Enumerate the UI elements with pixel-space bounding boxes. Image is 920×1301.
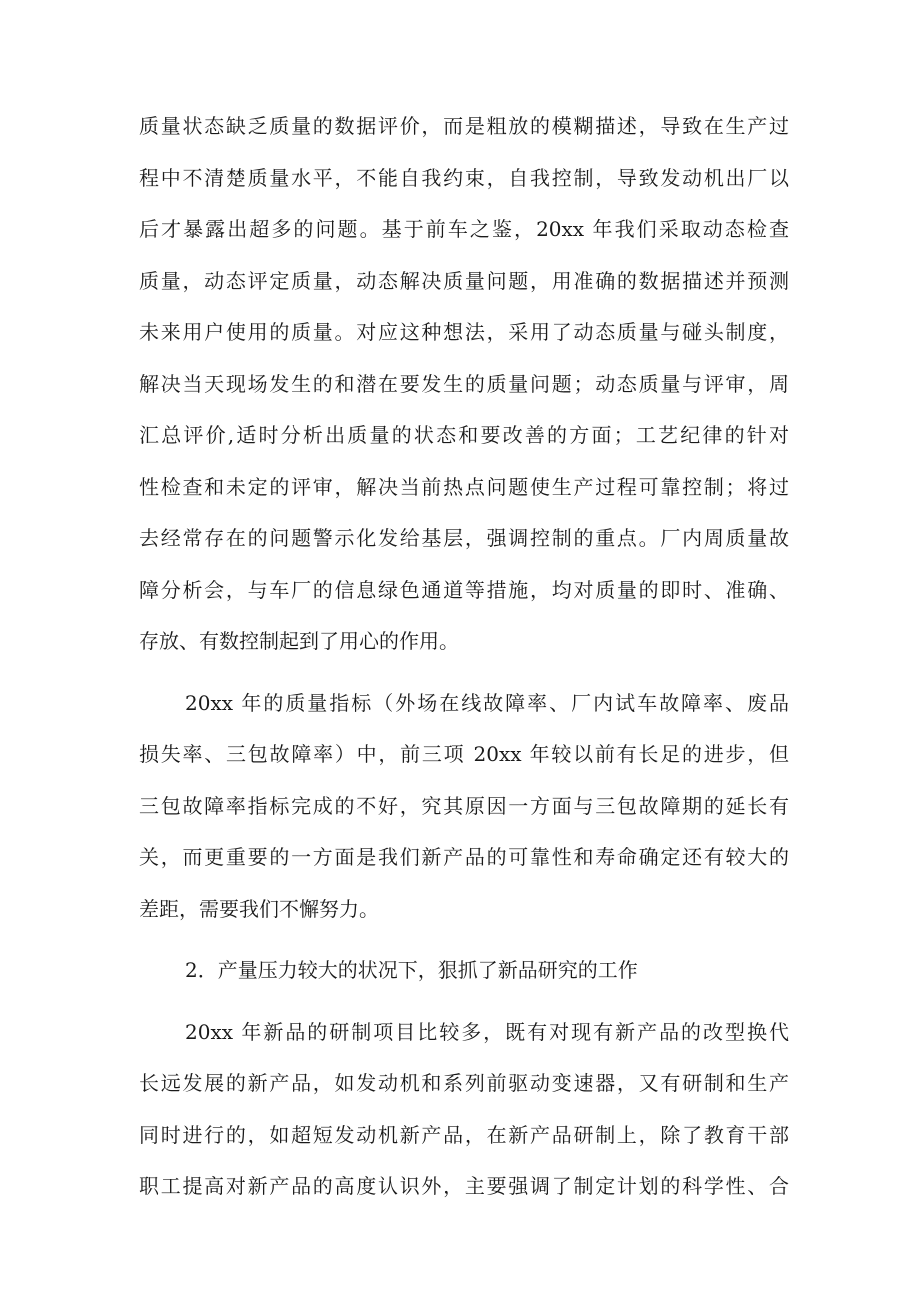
paragraph-gap bbox=[139, 668, 789, 678]
text-line: 性检查和未定的评审，解决当前热点问题使生产过程可靠控制；将过 bbox=[139, 474, 789, 499]
text-line: 解决当天现场发生的和潜在要发生的质量问题；动态质量与评审，周 bbox=[139, 371, 789, 396]
text-line: 汇总评价,适时分析出质量的状态和要改善的方面；工艺纪律的针对 bbox=[139, 423, 789, 447]
text-line: 后才暴露出超多的问题。基于前车之鉴，20xx 年我们采取动态检查 bbox=[139, 217, 789, 241]
paragraph-gap bbox=[139, 935, 789, 945]
paragraph-gap bbox=[139, 997, 789, 1007]
text-line: 质量状态缺乏质量的数据评价，而是粗放的模糊描述，导致在生产过 bbox=[139, 114, 789, 138]
paragraph-quality-control bbox=[139, 101, 789, 668]
text-line: 存放、有数控制起到了用心的作用。 bbox=[139, 629, 459, 653]
text-line: 三包故障率指标完成的不好，究其原因一方面与三包故障期的延长有 bbox=[139, 793, 789, 818]
text-line: 同时进行的，如超短发动机新产品，在新产品研制上，除了教育干部 bbox=[139, 1122, 789, 1147]
text-line: 未来用户使用的质量。对应这种想法，采用了动态质量与碰头制度， bbox=[139, 320, 789, 344]
text-line: 职工提高对新产品的高度认识外，主要强调了制定计划的科学性、合 bbox=[139, 1174, 789, 1198]
section-heading-text: 2．产量压力较大的状况下，狠抓了新品研究的工作 bbox=[185, 958, 638, 982]
text-line: 长远发展的新产品，如发动机和系列前驱动变速器，又有研制和生产 bbox=[139, 1071, 789, 1095]
text-line: 障分析会，与车厂的信息绿色通道等措施，均对质量的即时、准确、 bbox=[139, 577, 789, 602]
text-line: 关，而更重要的一方面是我们新产品的可靠性和寿命确定还有较大的 bbox=[139, 845, 789, 869]
text-line: 去经常存在的问题警示化发给基层，强调控制的重点。厂内周质量故 bbox=[139, 526, 789, 550]
section-heading bbox=[139, 945, 789, 997]
text-line: 差距，需要我们不懈努力。 bbox=[139, 896, 379, 921]
text-line: 损失率、三包故障率）中，前三项 20xx 年较以前有长足的进步，但 bbox=[139, 742, 789, 766]
paragraph-quality-indicators bbox=[139, 678, 789, 936]
text-line: 程中不清楚质量水平，不能自我约束，自我控制，导致发动机出厂以 bbox=[139, 165, 789, 190]
text-line: 质量，动态评定质量，动态解决质量问题，用准确的数据描述并预测 bbox=[139, 268, 789, 293]
text-line: 20xx 年的质量指标（外场在线故障率、厂内试车故障率、废品 bbox=[185, 690, 789, 715]
paragraph-new-products bbox=[139, 1007, 789, 1213]
text-line: 20xx 年新品的研制项目比较多，既有对现有新产品的改型换代 bbox=[185, 1019, 789, 1044]
document-body bbox=[139, 101, 789, 1213]
